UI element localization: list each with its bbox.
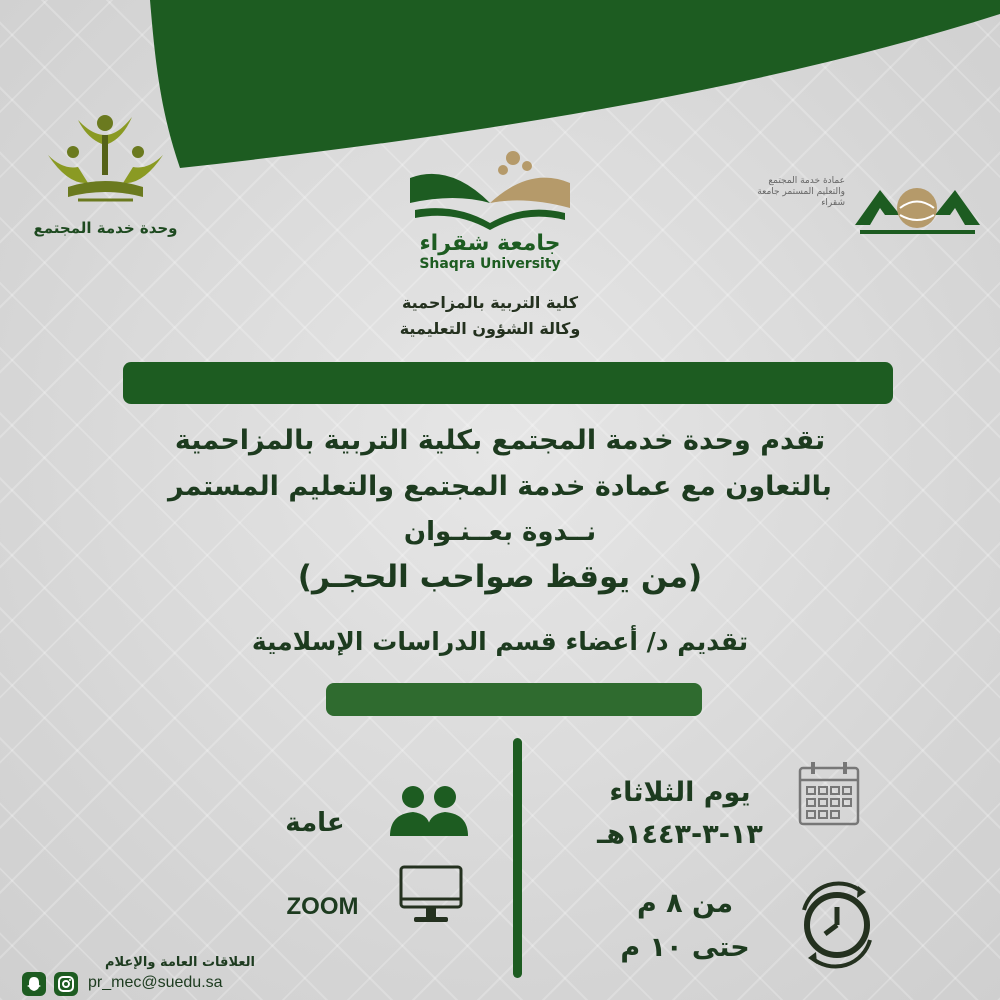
event-date: ١٣-٣-١٤٤٣هـ [597,819,763,850]
university-name-en: Shaqra University [419,256,561,272]
deanship-name: عمادة خدمة المجتمع والتعليم المستمر جامعة شقراء [757,176,845,208]
audience-users-icon [388,784,470,836]
computer-monitor-icon [398,864,464,926]
footer-handle[interactable]: pr_mec@suedu.sa [88,974,223,991]
instagram-icon[interactable] [54,972,78,996]
announcement-line-3: نــدوة بعــنـوان [403,517,597,547]
time-from: من ٨ م [636,888,734,919]
time-block [585,882,785,970]
community-unit-logo-icon [18,105,193,215]
shaqra-university-logo [395,148,585,272]
audience-label: عامة [285,808,345,838]
deanship-logo [750,170,985,240]
college-line-1: كلية التربية بالمزاحمية [401,293,579,312]
time-to: حتى ١٠ م [620,932,750,963]
vertical-divider [513,738,522,978]
date-block [570,772,790,856]
snapchat-icon[interactable] [22,972,46,996]
college-line-2: وكالة الشؤون التعليمية [399,319,581,338]
college-block [340,290,640,342]
seminar-title: (من يوقظ صواحب الحجـر) [297,559,703,595]
platform-label: ZOOM [286,893,359,920]
announcement [90,418,910,662]
calendar-icon [797,760,863,830]
announcement-line-2: بالتعاون مع عمادة خدمة المجتمع والتعليم المستمر [168,471,832,502]
footer-dept: العلاقات العامة والإعلام [104,955,255,970]
university-name-ar: جامعة شقراء [419,231,561,256]
presenter-line: تقديم د/ أعضاء قسم الدراسات الإسلامية [251,627,749,656]
community-unit-logo [18,105,193,237]
header-divider-bar [123,362,893,404]
event-day: يوم الثلاثاء [609,777,751,808]
details-divider-bar [326,683,702,716]
clock-icon [792,880,882,970]
deanship-logo-icon [850,170,985,240]
announcement-line-1: تقدم وحدة خدمة المجتمع بكلية التربية بالمزاحمية [174,425,826,456]
shaqra-university-logo-icon [395,148,585,233]
community-unit-name: وحدة خدمة المجتمع [33,219,178,237]
